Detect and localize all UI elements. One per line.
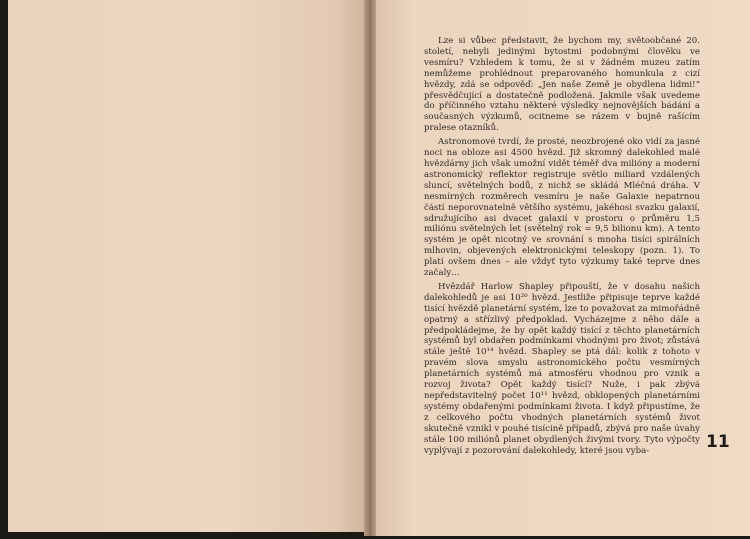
page-number: 11 [706,432,730,452]
right-page [376,0,750,536]
book-spread [8,0,750,539]
paragraph-2: Astronomové tvrdí, že prosté, neozbrojené oko vidí za jasné noci na obloze asi 4500 hvězd. Již skromný dalekohled malé hvězdárny jich však umožní vidět téměř dva milióny a moderní astronomický reflektor registruje světlo miliard vzdálených sluncí, světelných bodů, z nichž se skládá Mléčná dráha. V nesmírných rozměrech vesmíru je naše Galaxie nepatrnou částí neporovnatelně většího systému, jakéhosi svazku galaxií, sdružujícího asi dvacet galaxií v prostoru o průměru 1,5 miliónu světelných let (světelný rok = 9,5 bilionu km). A tento systém je opět nicotný ve srovnání s mnoha tisíci spirálních mlhovin, objevených elektronickými teleskopy (pozn. 1). To platí ovšem dnes – ale vždyť tyto výzkumy také teprve dnes začaly… [424,137,700,279]
paragraph-3: Hvězdář Harlow Shapley připouští, že v dosahu našich dalekohledů je asi 10²⁰ hvězd. Jestliže připisuje teprve každé tisící hvězdě planetární systém, lze to považovat za mimořádně opatrný a střízlivý předpoklad. Vycházejme z něho dále a předpokládejme, že by opět každý tisící z těchto planetárních systémů byl obdařen podmínkami vhodnými pro život; zůstává stále ještě 10¹⁴ hvězd. Shapley se ptá dál: kolik z tohoto v pravém slova smyslu astronomického počtu vesmírných planetárních systémů má atmosféru vhodnou pro vznik a rozvoj života? Opět každý tisící? Nuže, i pak zbývá nepředstavitelný počet 10¹¹ hvězd, obklopených planetárními systémy obdařenými podmínkami života. I když připustíme, že z celkového počtu vhodných planetárních systémů život skutečně vznikl v pouhé tisícině případů, zbývá pro naše úvahy stále 100 miliónů planet obydlených živými tvory. Tyto výpočty vyplývají z pozorování dalekohledy, které jsou vyba- [424,281,700,456]
left-page [8,0,366,532]
paragraph-1: Lze si vůbec představit, že bychom my, světoobčané 20. století, nebyli jedinými bytostmi podobnými člověku ve vesmíru? Vzhledem k tomu, že si v žádném muzeu zatím nemůžeme prohlédnout preparovaného homunkula z cizí hvězdy, zdá se odpověď: „Jen naše Země je obydlena lidmi!“ přesvědčující a dostatečně podložená. Jakmile však uvedeme do příčinného vztahu některé výsledky nejnovějších bádání a současných výzkumů, ocitneme se rázem v bujně rašícím pralese otazníků. [424,36,700,134]
page-text [424,36,700,459]
